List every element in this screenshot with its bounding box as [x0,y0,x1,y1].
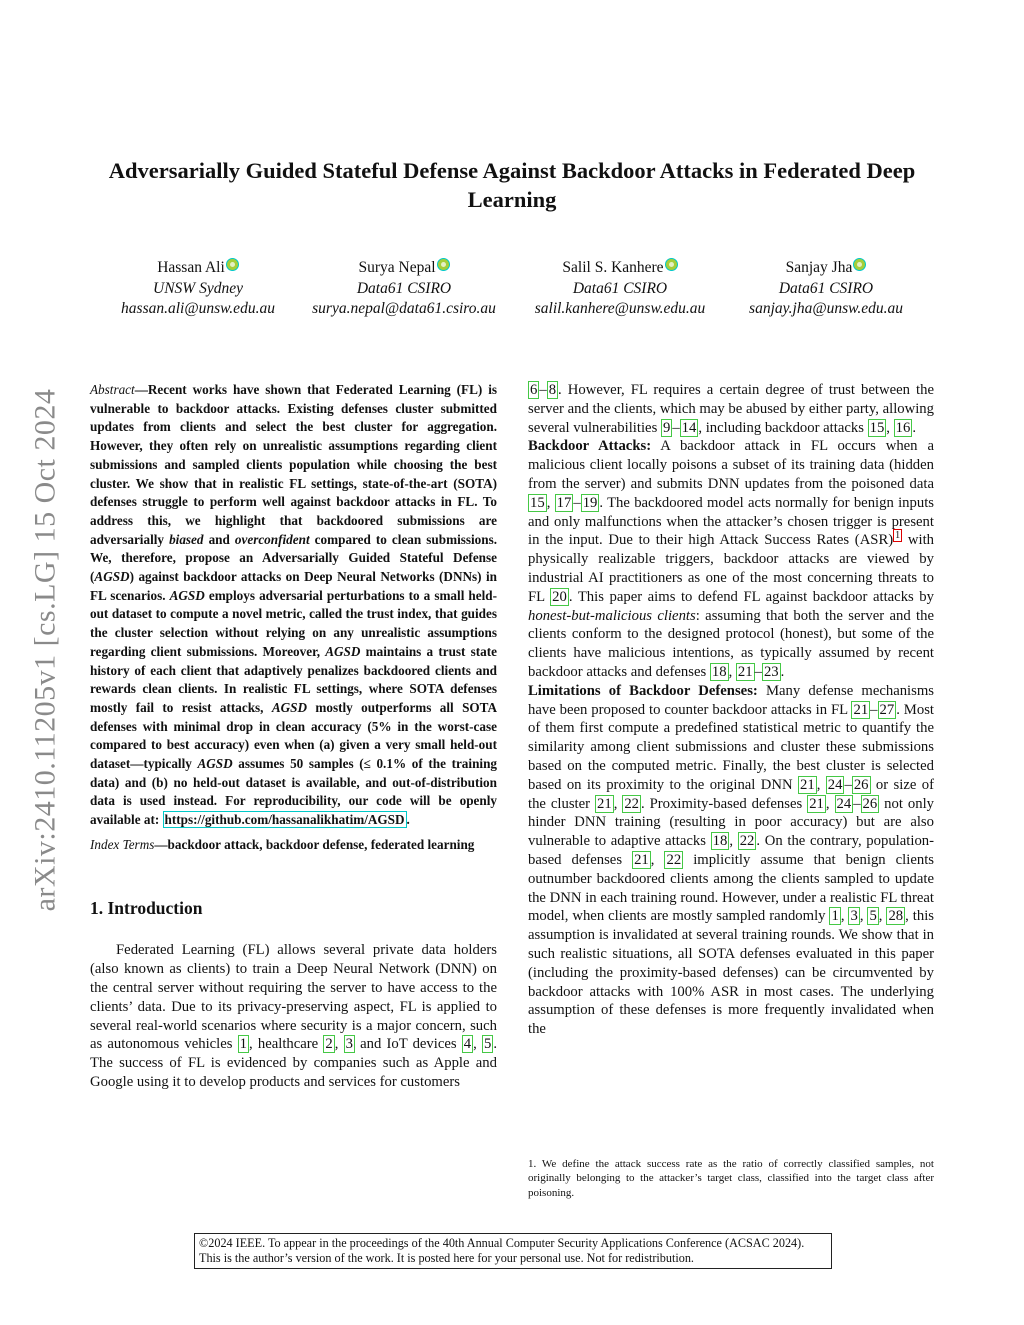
abstract-text: maintains a trust state history of each client that adaptively penalizes backdoored clients and rewards clean clients. In realistic FL settings, where SOTA defenses mostly fail to resist attacks, [90,643,497,715]
agsd-term: AGSD [169,587,205,603]
citation[interactable]: 3 [850,908,858,925]
body-text: implicitly assume that benign clients outnumber backdoored clients among the clients sampled to update the DNN in each training round. However, under a realistic FL threat model, when clients are mostly sampled randomly [528,851,934,925]
citation[interactable]: 22 [624,795,639,812]
code-link[interactable]: https://github.com/hassanalikhatim/AGSD [164,812,405,828]
body-text: . The backdoored model acts normally for benign inputs and only malfunctions when the attacker’s chosen trigger is present in the input. Due to their high Attack Success Rates (ASR) [528,494,934,549]
author-2 [306,258,502,320]
citation[interactable]: 3 [345,1036,353,1053]
citation[interactable]: 20 [552,588,567,605]
abstract-emph: overconfident [234,531,310,547]
author-affiliation: Data61 CSIRO [778,279,874,297]
copyright-notice: ©2024 IEEE. To appear in the proceedings of the 40th Annual Computer Security Applications Conference (ACSAC 2024). This is the author’s version of the work. It is posted here for your personal use. Not for redistribution. [194,1233,832,1269]
arxiv-id-text: arXiv:2410.11205v1 [cs.LG] 15 Oct 2024 [28,388,61,912]
abstract-text: ) against backdoor attacks on Deep Neural Networks (DNNs) in FL scenarios. [90,569,497,603]
citation[interactable]: 19 [582,494,598,511]
citation[interactable]: 16 [895,419,911,436]
citation[interactable]: 21 [853,701,869,718]
citation[interactable]: 23 [763,663,779,680]
body-text: and IoT devices [360,1036,457,1053]
body-text: . Proximity-based defenses [641,795,803,812]
index-terms-label: Index Terms [90,836,155,852]
section-heading: 1. Introduction [90,897,203,918]
author-email: salil.kanhere@unsw.edu.au [534,300,706,317]
author-block [100,258,920,328]
abstract-text: employs adversarial perturbations to a small held-out dataset to compute a novel metric, called the trust index, that guides the cluster selection without relying on any unrealistic assumptions regarding client submissions. Moreover, [90,587,498,659]
emph-text: honest-but-malicious clients [528,607,696,624]
body-text: . This paper aims to defend FL against backdoor attacks by [568,588,934,605]
body-text: . On the contrary, population-based defenses [528,833,935,868]
citation[interactable]: 22 [739,833,755,850]
author-affiliation: Data61 CSIRO [356,279,452,297]
citation[interactable]: 18 [711,663,727,680]
body-text: Federated Learning (FL) allows several private data holders (also known as clients) to train a Deep Neural Network (DNN) on the central server without requiring the server to have access to the clients’ data. Due to its privacy-preserving aspect, FL is applied to several real-world scenarios where security is a major concern, such as autonomous vehicles [90,942,497,1053]
author-name: Salil S. Kanhere [562,259,664,276]
run-in-heading: Limitations of Backdoor Defenses: [528,682,758,699]
citation[interactable]: 6 [530,382,538,398]
abstract-text: . [406,812,410,828]
author-3 [522,258,718,320]
author-name: Hassan Ali [157,259,225,276]
orcid-icon[interactable] [853,258,866,271]
body-text: . Most of them first compute a predefined statistical metric to quantify the similarity among client submissions and cluster these submissions based on the computed metric. Finally, the best cluster is selected based on its proximity to the original DNN [528,701,934,793]
citation[interactable]: 28 [888,908,904,925]
citation[interactable]: 4 [463,1036,472,1053]
abstract-text: assumes 50 samples (≤ 0.1% of the training data) and (b) no held-out dataset is available, and out-of-distribution data is used instead. For reproducibility, our code will be openly available at: [90,756,497,828]
body-text: The success of FL is evidenced by companies such as Apple and Google using it to develop products and services for customers [90,1055,497,1090]
citation[interactable]: 2 [325,1036,333,1053]
body-text: not only hinder DNN training (resulting in poor accuracy) but are also vulnerable to adaptive attacks [528,795,935,850]
body-text: , this assumption is invalidated at several training rounds. We show that in such realistic situations, all SOTA defenses evaluated in this paper (including the proximity-based defenses) can be circumvented by backdoor attacks with 100% ASR in most cases. The underlying assumption of these defenses is more frequently invalidated when the [528,908,934,1038]
body-text: : assuming that both the server and the clients conform to the designed protocol (honest), but some of the clients have malicious intentions, as typically assumed by recent backdoor attacks and defenses [528,607,934,680]
author-email: surya.nepal@data61.csiro.au [312,300,496,317]
body-text: or size of the cluster [528,776,935,812]
citation[interactable]: 17 [556,494,572,511]
body-text: with physically realizable triggers, backdoor attacks are viewed by industrial AI practitioners as one of the most concerning threats to FL [528,532,934,605]
intro-paragraph-1-cont: 6 – 8 . However, FL requires a certain degree of trust between the server and the clients, which may be abused by either party, allowing several vulnerabilities 9 – 14 , including backdoor attacks 15 , 16 . [528,382,934,436]
body-text: , healthcare [249,1036,319,1053]
author-affiliation: Data61 CSIRO [572,279,668,297]
citation[interactable]: 1 [239,1036,248,1053]
orcid-icon[interactable] [437,258,450,271]
intro-paragraph-1: Federated Learning (FL) allows several private data holders (also known as clients) to train a Deep Neural Network (DNN) on the central server without requiring the server to have access to the clients’ data. Due to its privacy-preserving aspect, FL is applied to several real-world scenarios where security is a major concern, such as autonomous vehicles 1 , healthcare 2 , 3 and IoT devices 4 , 5 . The success of FL is evidenced by companies such as Apple and Google using it to develop products and services for customers [90,942,497,1090]
limitations-paragraph: Limitations of Backdoor Defenses: Many defense mechanisms have been proposed to counter backdoor attacks in FL 21 – 27 . Most of them first compute a predefined statistical metric to quantify the similarity among client submissions and cluster these submissions based on the computed metric. Finally, the best cluster is selected based on its proximity to the original DNN 21 , 24 – 26 or size of the cluster 21 , 22 . Proximity-based defenses 21 , 24 – 26 not only hinder DNN training (resulting in poor accuracy) but are also vulnerable to adaptive attacks 18 , 22 . On the contrary, population-based defenses 21 , 22 implicitly assume that benign clients outnumber backdoored clients among the clients sampled to update the DNN in each training round. However, under a realistic FL threat model, when clients are mostly sampled randomly 1 , 3 , 5 , 28 , this assumption is invalidated at several training rounds. We show that in such realistic situations, all SOTA defenses evaluated in this paper (including the proximity-based defenses) can be circumvented by backdoor attacks with 100% ASR in most cases. The underlying assumption of these defenses is more frequently invalidated when the [528,682,935,1038]
paper-title: Adversarially Guided Stateful Defense Against Backdoor Attacks in Federated Deep Learning [108,158,916,212]
body-text: . However, FL requires a certain degree of trust between the server and the clients, which may be abused by either party, allowing several vulnerabilities [528,382,934,436]
citation[interactable]: 21 [800,776,815,793]
orcid-icon[interactable] [665,258,678,271]
author-email: sanjay.jha@unsw.edu.au [749,300,903,317]
citation[interactable]: 21 [737,663,753,680]
abstract-label: Abstract [90,382,135,397]
author-1 [100,258,296,320]
citation[interactable]: 8 [548,382,557,398]
abstract: Abstract—Recent works have shown that Federated Learning (FL) is vulnerable to backdoor attacks. Existing defenses cluster submitted updates from clients and select the best cluster for aggregation. However, they often rely on unrealistic assumptions regarding client submissions and sampled clients population while choosing the best cluster. We show that in realistic FL settings, state-of-the-art (SOTA) defenses struggle to perform well against backdoor attacks in FL. To address this, we highlight that backdoored submissions are adversarially biased and overconfident compared to clean submissions. We, therefore, propose an Adversarially Guided Stateful Defense (AGSD) against backdoor attacks on Deep Neural Networks (DNNs) in FL scenarios. AGSD employs adversarial perturbations to a small held-out dataset to compute a novel metric, called the trust index, that guides the cluster selection without relying on any unrealistic assumptions regarding client submissions. Moreover, AGSD maintains a trust state history of each client that adaptively penalizes backdoored clients and rewards clean clients. In realistic FL settings, where SOTA defenses mostly fail to resist attacks, AGSD mostly outperforms all SOTA defenses with minimal drop in clean accuracy (5% in the worst-case compared to best accuracy) even when (a) given a very small held-out dataset—typically AGSD assumes 50 samples (≤ 0.1% of the training data) and (b) no held-out dataset is available, and out-of-distribution data is used instead. For reproducibility, our code will be openly available at: https://github.com/hassanalikhatim/AGSD . [90,382,498,828]
agsd-term: AGSD [325,643,361,659]
left-column [90,381,497,1092]
citation[interactable]: 5 [869,908,877,925]
citation[interactable]: 1 [831,908,839,925]
citation[interactable]: 27 [879,701,895,718]
body-text: , including backdoor attacks [698,419,864,436]
citation[interactable]: 22 [666,851,682,868]
citation[interactable]: 15 [530,494,545,511]
abstract-text: and [208,531,230,547]
backdoor-attacks-paragraph: Backdoor Attacks: A backdoor attack in FL occurs when a malicious client locally poisons a subset of its training data (hidden from the server) and submits DNN updates from the poisoned data 15 , 17 – 19 . The backdoored model acts normally for benign inputs and only malfunctions when the attacker’s chosen trigger is present in the input. Due to their high Attack Success Rates (ASR) $^1$ with physically realizable triggers, backdoor attacks are viewed by industrial AI practitioners as one of the most concerning threats to FL 20 . This paper aims to defend FL against backdoor attacks by honest-but-malicious clients: assuming that both the server and the clients conform to the designed protocol (honest), but some of the clients have malicious intentions, as typically assumed by recent backdoor attacks and defenses 18 , 21 – 23 . [528,438,934,680]
abstract-text: compared to clean submissions. We, therefore, propose an Adversarially Guided Stateful Defense ( [90,531,498,585]
index-terms-text: backdoor attack, backdoor defense, federated learning [167,836,475,852]
author-4 [728,258,924,320]
abstract-text: mostly outperforms all SOTA defenses with minimal drop in clean accuracy (5% in the worst-case compared to best accuracy) even when (a) given a very small held-out dataset—typically [90,699,497,772]
author-affiliation: UNSW Sydney [153,279,243,297]
abstract-text: Recent works have shown that Federated Learning (FL) is vulnerable to backdoor attacks. Existing defenses cluster submitted updates from clients and select the best cluster for aggregation. However, they often rely on unrealistic assumptions regarding client submissions and sampled clients population while choosing the best cluster. We show that in realistic FL settings, state-of-the-art (SOTA) defenses struggle to perform well against backdoor attacks in FL. To address this, we highlight that backdoored submissions are adversarially [90,382,497,547]
author-email: hassan.ali@unsw.edu.au [121,300,275,317]
right-column [528,381,934,1039]
citation[interactable]: 21 [597,795,612,812]
footnote-ref[interactable]: 1 [895,530,901,542]
author-name: Sanjay Jha [785,259,853,276]
citation[interactable]: 5 [483,1036,492,1053]
run-in-heading: Backdoor Attacks: [528,438,652,455]
author-name: Surya Nepal [358,259,436,276]
agsd-term: AGSD [94,569,130,585]
footnote: 1. We define the attack success rate as the ratio of correctly classified samples, not originally belonging to the attacker’s target class, classified into the target class after poisoning. [528,1158,934,1199]
citation[interactable]: 18 [712,833,728,850]
body-text: Many defense mechanisms have been proposed to counter backdoor attacks in FL [528,682,934,718]
citation[interactable]: 21 [634,851,649,868]
abstract-emph: biased [169,531,204,547]
agsd-term: AGSD [197,756,233,772]
arxiv-identifier [24,360,66,940]
citation[interactable]: 26 [853,776,869,793]
body-text: A backdoor attack in FL occurs when a malicious client locally poisons a subset of its training data (hidden from the server) and submits DNN updates from the poisoned data [528,438,934,492]
citation[interactable]: 9 [662,419,671,436]
citation[interactable]: 24 [836,795,852,812]
citation[interactable]: 26 [862,795,878,812]
citation[interactable]: 15 [869,419,885,436]
index-terms: Index Terms—backdoor attack, backdoor defense, federated learning [90,836,475,852]
citation[interactable]: 24 [827,776,843,793]
orcid-icon[interactable] [226,258,239,271]
agsd-term: AGSD [271,699,308,715]
citation[interactable]: 14 [681,419,697,436]
citation[interactable]: 21 [809,795,824,812]
